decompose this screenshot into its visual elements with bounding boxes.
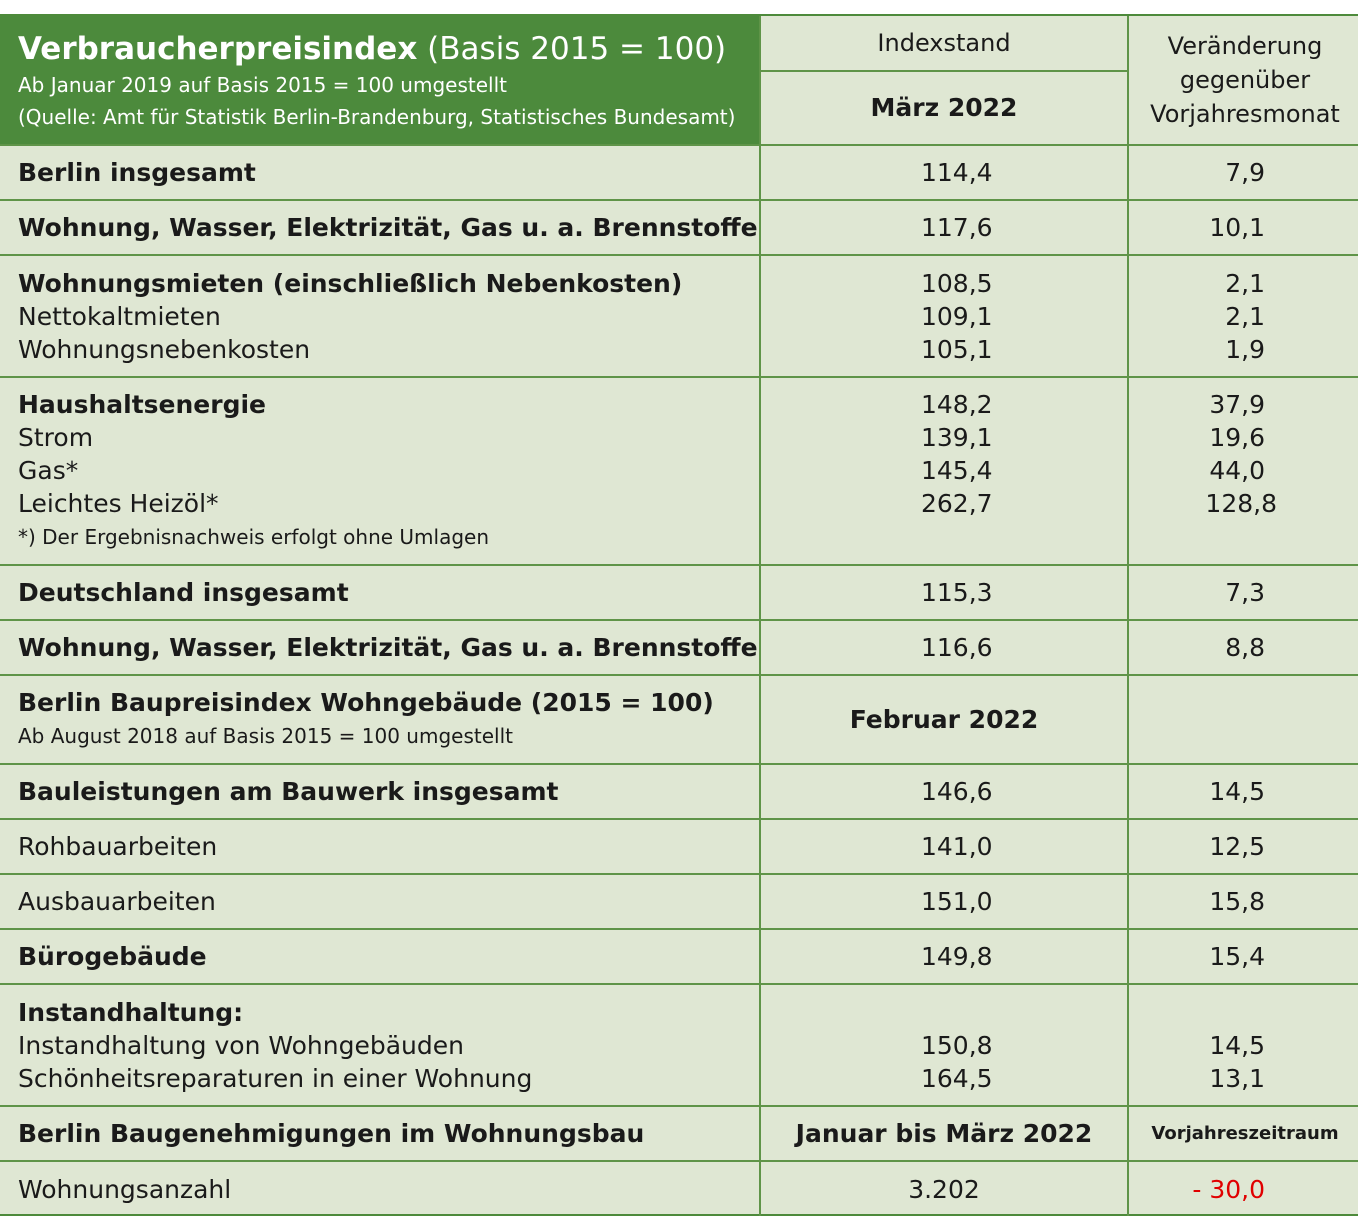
row-change: 128,8 — [1205, 489, 1277, 518]
row-label: Rohbauarbeiten — [18, 832, 218, 861]
section-period: Februar 2022 — [849, 704, 1039, 734]
col-header-change-3: Vorjahresmonat — [1150, 100, 1340, 128]
row-index: 105,1 — [921, 334, 993, 364]
col-header-change-2: gegenüber — [1179, 66, 1311, 94]
section-period: Januar bis März 2022 — [795, 1118, 1093, 1148]
table-row — [0, 984, 1358, 1106]
row-index: 164,5 — [921, 1063, 993, 1093]
price-index-table — [0, 14, 1358, 1216]
row-change: 10,1 — [1209, 213, 1265, 242]
table-row — [0, 620, 1358, 675]
row-label: Bürogebäude — [18, 942, 207, 971]
row-index: 108,5 — [921, 268, 993, 298]
row-change: 14,5 — [1209, 777, 1265, 806]
col-header-indexstand: Indexstand — [877, 29, 1011, 57]
header-change-cell — [1128, 16, 1358, 145]
row-change: 15,8 — [1209, 887, 1265, 916]
col-header-change-1: Veränderung — [1167, 32, 1323, 60]
table-row — [0, 819, 1358, 874]
row-change: 7,3 — [1225, 578, 1265, 607]
table-row — [0, 764, 1358, 819]
row-index: 116,6 — [921, 633, 993, 662]
section-compare: Vorjahreszeitraum — [1151, 1123, 1339, 1144]
header-title-cell — [0, 16, 760, 145]
row-label: Bauleistungen am Bauwerk insgesamt — [18, 777, 559, 806]
table-row — [0, 255, 1358, 377]
row-label: Wohnung, Wasser, Elektrizität, Gas u. a. Brennstoffe — [18, 633, 758, 662]
section-title: Berlin Baupreisindex Wohngebäude (2015 = 100) — [18, 688, 714, 717]
section-title: Berlin Baugenehmigungen im Wohnungsbau — [18, 1119, 645, 1148]
row-index: 262,7 — [921, 489, 993, 518]
row-label: Leichtes Heizöl* — [18, 489, 219, 518]
row-index: 141,0 — [921, 832, 993, 861]
row-change: 2,1 — [1225, 301, 1265, 331]
row-index: 149,8 — [921, 942, 993, 971]
row-index: 117,6 — [921, 213, 993, 242]
row-label: Wohnungsanzahl — [18, 1174, 232, 1204]
row-label: Wohnungsnebenkosten — [18, 334, 311, 364]
footnote: *) Der Ergebnisnachweis erfolgt ohne Umlagen — [18, 525, 490, 549]
row-change: 13,1 — [1209, 1063, 1265, 1093]
row-label: Instandhaltung: — [18, 997, 244, 1027]
row-change: 44,0 — [1209, 456, 1265, 485]
table-row — [0, 200, 1358, 255]
row-index: 115,3 — [921, 578, 993, 607]
row-change: 15,4 — [1209, 942, 1265, 971]
header-index-cell — [760, 16, 1128, 145]
row-label: Strom — [18, 423, 94, 452]
section-row-baugenehmigungen — [0, 1106, 1358, 1161]
row-change: 8,8 — [1225, 633, 1265, 662]
row-change-negative: - 30,0 — [1192, 1174, 1265, 1204]
col-header-period: März 2022 — [870, 93, 1018, 122]
row-index: 109,1 — [921, 301, 993, 331]
row-label: Gas* — [18, 456, 79, 485]
row-change: 1,9 — [1225, 334, 1265, 364]
row-index: 146,6 — [921, 777, 993, 806]
row-index: 151,0 — [921, 887, 993, 916]
row-index: 150,8 — [921, 1030, 993, 1060]
row-label: Nettokaltmieten — [18, 301, 221, 331]
row-index: 148,2 — [921, 390, 993, 419]
table-row — [0, 565, 1358, 620]
table-row — [0, 929, 1358, 984]
table-subtitle-1: Ab Januar 2019 auf Basis 2015 = 100 umgestellt — [18, 73, 507, 97]
row-label: Wohnungsmieten (einschließlich Nebenkosten) — [18, 268, 683, 298]
table-row — [0, 1161, 1358, 1216]
header-row — [0, 16, 1358, 145]
row-change: 2,1 — [1225, 268, 1265, 298]
row-index: 139,1 — [921, 423, 993, 452]
row-change: 12,5 — [1209, 832, 1265, 861]
section-row-baupreis — [0, 675, 1358, 764]
row-label: Instandhaltung von Wohngebäuden — [18, 1030, 464, 1060]
row-change: 7,9 — [1225, 158, 1265, 187]
row-index: 114,4 — [921, 158, 993, 187]
table-source: (Quelle: Amt für Statistik Berlin-Brandenburg, Statistisches Bundesamt) — [18, 105, 736, 129]
row-change: 19,6 — [1209, 423, 1265, 452]
table-row — [0, 145, 1358, 200]
section-subtitle: Ab August 2018 auf Basis 2015 = 100 umgestellt — [18, 724, 513, 748]
row-label: Haushaltsenergie — [18, 390, 266, 419]
row-label: Schönheitsreparaturen in einer Wohnung — [18, 1063, 533, 1093]
table-row — [0, 377, 1358, 565]
table-row — [0, 874, 1358, 929]
row-change: 37,9 — [1209, 390, 1265, 419]
row-change: 14,5 — [1209, 1030, 1265, 1060]
row-label: Ausbauarbeiten — [18, 887, 216, 916]
row-label: Berlin insgesamt — [18, 158, 256, 187]
row-index: 145,4 — [921, 456, 993, 485]
table-title: Verbraucherpreisindex (Basis 2015 = 100) — [18, 31, 727, 67]
row-label: Deutschland insgesamt — [18, 578, 349, 607]
row-index: 3.202 — [908, 1174, 980, 1204]
row-label: Wohnung, Wasser, Elektrizität, Gas u. a. Brennstoffe — [18, 213, 758, 242]
